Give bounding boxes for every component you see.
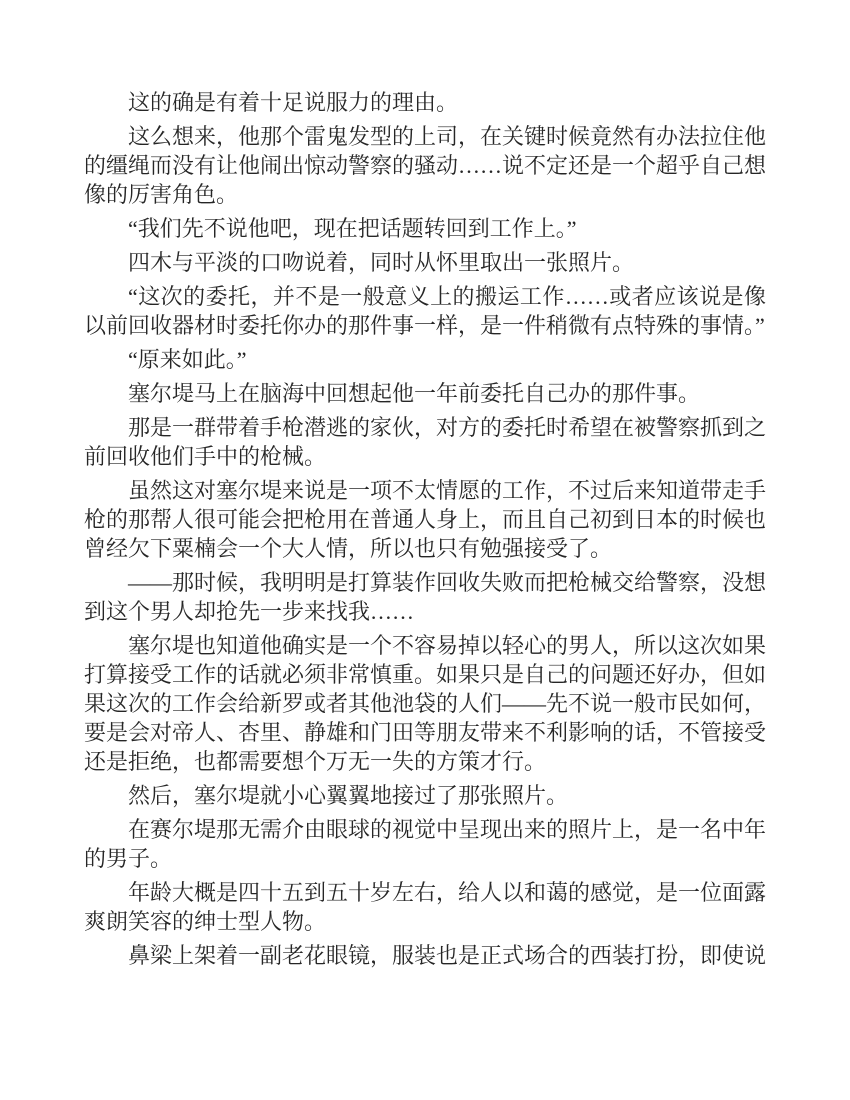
- paragraph: 在赛尔堤那无需介由眼球的视觉中呈现出来的照片上，是一名中年的男子。: [84, 817, 767, 871]
- paragraph: 那是一群带着手枪潜逃的家伙，对方的委托时希望在被警察抓到之前回收他们手中的枪械。: [84, 415, 767, 469]
- paragraph: “原来如此。”: [128, 347, 247, 372]
- paragraph: 鼻梁上架着一副老花眼镜，服装也是正式场合的西装打扮，即使说: [128, 943, 767, 968]
- paragraph: 这么想来，他那个雷鬼发型的上司，在关键时候竟然有办法拉住他的缰绳而没有让他闹出惊动警察的骚动……说不定还是一个超乎自己想像的厉害角色。: [84, 124, 767, 207]
- paragraph: “这次的委托，并不是一般意义上的搬运工作……或者应该说是像以前回收器材时委托你办的那件事一样，是一件稍微有点特殊的事情。”: [84, 284, 766, 338]
- paragraph: 年龄大概是四十五到五十岁左右，给人以和蔼的感觉，是一位面露爽朗笑容的绅士型人物。: [84, 880, 767, 934]
- paragraph: 四木与平淡的口吻说着，同时从怀里取出一张照片。: [128, 250, 635, 275]
- paragraph: 塞尔堤也知道他确实是一个不容易掉以轻心的男人，所以这次如果打算接受工作的话就必须非常慎重。如果只是自己的问题还好办，但如果这次的工作会给新罗或者其他池袋的人们——先不说一般市民如何，要是会对帝人、杏里、静雄和门田等朋友带来不利影响的话，不管接受还是拒绝，也都需要想个万无一失的方策才行。: [84, 633, 767, 774]
- novel-text-block: [84, 88, 766, 975]
- paragraph: “我们先不说他吧，现在把话题转回到工作上。”: [128, 216, 577, 241]
- paragraph: 然后，塞尔堤就小心翼翼地接过了那张照片。: [128, 783, 569, 808]
- paragraph: ——那时候，我明明是打算装作回收失败而把枪械交给警察，没想到这个男人却抢先一步来找我……: [84, 570, 767, 624]
- paragraph: 这的确是有着十足说服力的理由。: [128, 90, 459, 115]
- paragraph: 虽然这对塞尔堤来说是一项不太情愿的工作，不过后来知道带走手枪的那帮人很可能会把枪用在普通人身上，而且自己初到日本的时候也曾经欠下粟楠会一个大人情，所以也只有勉强接受了。: [84, 478, 767, 561]
- paragraph: 塞尔堤马上在脑海中回想起他一年前委托自己办的那件事。: [128, 381, 701, 406]
